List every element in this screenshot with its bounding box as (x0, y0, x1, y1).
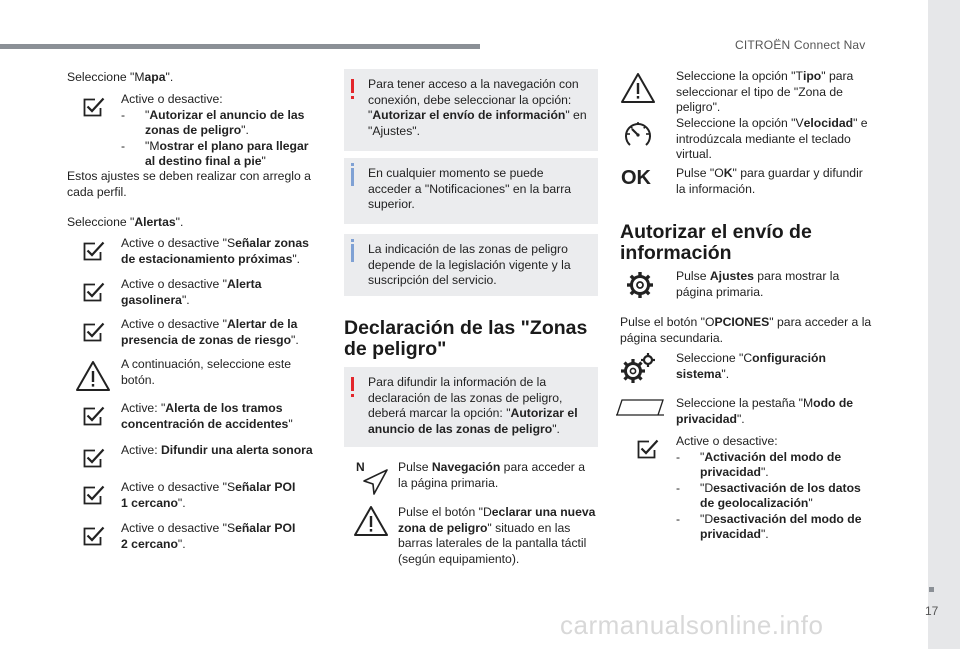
type-option-text: Seleccione la opción "Tipo" para seleccionar el tipo de "Zona de peligro". (676, 69, 854, 114)
select-alerts-paragraph: Seleccione "Alertas". (67, 215, 184, 229)
info-mark-icon (351, 244, 354, 262)
tab-icon (616, 398, 664, 416)
press-navigation-text: Pulse Navegación para acceder a la página primaria. (398, 460, 585, 490)
warning-mark-icon (351, 377, 354, 391)
system-config-text: Seleccione "Configuración sistema". (676, 351, 826, 381)
fuel-alert-text: Active o desactive "Alerta gasolinera". (121, 277, 262, 307)
checkbox-icon (82, 484, 106, 506)
navigation-icon: N (356, 461, 390, 495)
note-text: La indicación de las zonas de peligro depende de la legislación vigente y la suscripción del servicio. (368, 242, 571, 287)
checkbox-icon (82, 525, 106, 547)
privacy-tab-text: Seleccione la pestaña "Modo de privacidad". (676, 396, 854, 426)
warning-icon (353, 505, 389, 537)
checkbox-icon (82, 321, 106, 343)
speedometer-icon (622, 118, 654, 150)
warning-icon (620, 72, 656, 104)
brand-header: CITROËN Connect Nav (735, 38, 866, 52)
header-rule (0, 44, 480, 49)
section-heading-danger-zones: Declaración de las "Zonas de peligro" (344, 317, 588, 360)
list-item: - "Desactivación del modo de privacidad". (676, 511, 862, 541)
section-heading-send-info: Autorizar el envío de información (620, 221, 812, 264)
end-of-section-mark (929, 587, 934, 592)
poi2-alert-text: Active o desactive "Señalar POI 2 cercano". (121, 521, 296, 551)
watermark: carmanualsonline.info (560, 610, 824, 640)
checkbox-icon (82, 447, 106, 469)
info-mark-icon (351, 168, 354, 186)
checkbox-icon (82, 281, 106, 303)
note-text: Para difundir la información de la declaración de las zonas de peligro, deberá marcar la opción: "Autorizar el anuncio de las zonas de peligro". (368, 375, 578, 436)
parking-alert-text: Active o desactive "Señalar zonas de estacionamiento próximas". (121, 236, 309, 266)
then-select-button-text: A continuación, seleccione este botón. (121, 357, 292, 387)
press-ok-text: Pulse "OK" para guardar y difundir la información. (676, 166, 863, 196)
checkbox-icon (82, 405, 106, 427)
select-map-paragraph: Seleccione "Mapa". (67, 70, 174, 84)
system-settings-gear-icon (619, 352, 657, 386)
page-edge-strip (928, 0, 960, 649)
map-options-block: Active o desactive: - "Autorizar el anuncio de las zonas de peligro". - "Mostrar el plano para llegar al destino final a pie" (121, 92, 321, 170)
profile-note: Estos ajustes se deben realizar con arreglo a cada perfil. (67, 169, 311, 199)
options-button-paragraph: Pulse el botón "OPCIONES" para acceder a la página secundaria. (620, 315, 872, 345)
note-box-legislation (344, 234, 598, 296)
sound-alert-text: Active: Difundir una alerta sonora (121, 443, 313, 457)
list-item: - "Activación del modo de privacidad". (676, 449, 842, 479)
list-item: - "Desactivación de los datos de geolocalización" (676, 480, 861, 510)
speed-option-text: Seleccione la opción "Velocidad" e introdúzcala mediante el teclado virtual. (676, 116, 868, 161)
gear-icon (625, 270, 655, 300)
checkbox-icon (82, 240, 106, 262)
list-item: - "Autorizar el anuncio de las zonas de peligro". (121, 107, 305, 137)
declare-zone-text: Pulse el botón "Declarar una nueva zona de peligro" situado en las barras laterales de la pantalla táctil (según equipamiento). (398, 505, 596, 566)
risk-zone-alert-text: Active o desactive "Alertar de la presencia de zonas de riesgo". (121, 317, 299, 347)
list-item: - "Mostrar el plano para llegar al destino final a pie" (121, 138, 309, 168)
warning-icon (75, 360, 111, 392)
privacy-options-block: Active o desactive: - "Activación del modo de privacidad". - "Desactivación de los datos de geolocalización" - "Desactivación del modo de privacidad". (676, 434, 866, 543)
accident-zone-alert-text: Active: "Alerta de los tramos concentración de accidentes" (121, 401, 293, 431)
press-settings-text: Pulse Ajustes para mostrar la página primaria. (676, 269, 840, 299)
page-number: 17 (925, 604, 939, 618)
note-box-notifications (344, 158, 598, 224)
checkbox-icon (636, 438, 660, 460)
note-box-declaration (344, 367, 598, 447)
checkbox-icon (82, 96, 106, 118)
note-text: En cualquier momento se puede acceder a "Notificaciones" en la barra superior. (368, 166, 572, 211)
ok-icon: OK (621, 167, 651, 189)
note-box-connected-nav (344, 69, 598, 151)
note-text: Para tener acceso a la navegación con conexión, debe seleccionar la opción: "Autorizar el envío de información" en "Ajustes". (368, 77, 587, 138)
poi1-alert-text: Active o desactive "Señalar POI 1 cercano". (121, 480, 296, 510)
warning-mark-icon (351, 79, 354, 93)
